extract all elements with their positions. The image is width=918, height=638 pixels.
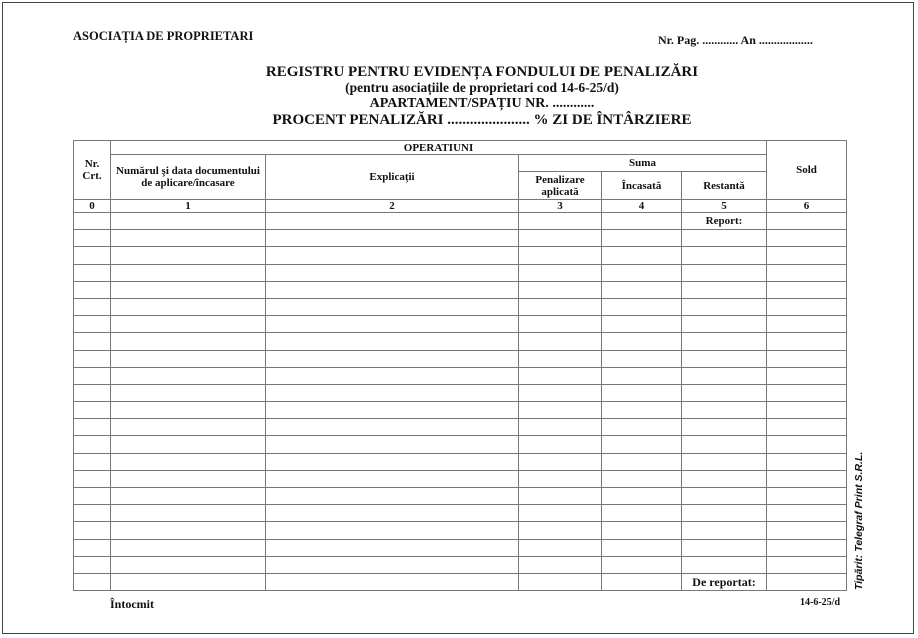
col-number: 6 [767,200,847,213]
entry-cell[interactable] [767,402,847,419]
entry-cell[interactable] [266,333,519,350]
entry-cell[interactable] [519,350,602,367]
entry-cell[interactable] [519,367,602,384]
table-row [74,505,847,522]
col-number: 2 [266,200,519,213]
table-row [74,470,847,487]
entry-cell[interactable] [767,316,847,333]
table-row [74,264,847,281]
entry-cell[interactable] [767,436,847,453]
entry-cell[interactable] [74,281,111,298]
entry-cell[interactable] [266,453,519,470]
entry-cell[interactable] [266,419,519,436]
entry-cell[interactable] [266,402,519,419]
entry-cell[interactable] [767,488,847,505]
entry-cell[interactable] [519,539,602,556]
entry-cell[interactable] [519,556,602,573]
entry-cell[interactable] [111,333,266,350]
entry-cell[interactable] [111,556,266,573]
table-row [74,298,847,315]
entry-cell[interactable] [682,367,767,384]
entry-cell[interactable] [74,419,111,436]
table-row [74,402,847,419]
entry-cell[interactable] [74,333,111,350]
entry-cell[interactable] [74,522,111,539]
entry-cell[interactable] [111,436,266,453]
entry-cell[interactable] [266,522,519,539]
entry-cell[interactable] [767,539,847,556]
table-row [74,539,847,556]
penalty-percent-field: PROCENT PENALIZĂRI ...................... % ZI DE ÎNTÂRZIERE [272,112,692,128]
entry-cell[interactable] [266,488,519,505]
entry-cell[interactable] [602,350,682,367]
entry-cell[interactable] [602,505,682,522]
entry-cell[interactable] [74,488,111,505]
entry-cell[interactable] [266,470,519,487]
entry-cell[interactable] [602,247,682,264]
entry-cell[interactable] [111,367,266,384]
entry-cell[interactable] [111,539,266,556]
entry-cell[interactable] [111,230,266,247]
entry-cell[interactable] [266,316,519,333]
table-row [74,281,847,298]
entry-cell[interactable] [74,350,111,367]
table-row [74,247,847,264]
entry-cell[interactable] [602,419,682,436]
report-label: Report: [682,213,767,230]
entry-cell[interactable] [111,522,266,539]
entry-cell[interactable] [602,539,682,556]
entry-cell[interactable] [519,436,602,453]
entry-cell[interactable] [266,281,519,298]
entry-cell[interactable] [111,247,266,264]
entry-cell[interactable] [111,316,266,333]
entry-cell[interactable] [682,230,767,247]
entry-cell[interactable] [682,316,767,333]
table-row [74,522,847,539]
carry-forward-value-cell[interactable] [767,573,847,590]
entry-cell[interactable] [74,453,111,470]
table-row [74,350,847,367]
col-number: 5 [682,200,767,213]
entry-cell[interactable] [767,281,847,298]
entry-cell[interactable] [682,539,767,556]
entry-cell[interactable] [111,505,266,522]
entry-cell[interactable] [111,470,266,487]
entry-cell[interactable] [74,539,111,556]
printer-credit: Tipărit: Telegraf Print S.R.L. [853,451,865,590]
entry-cell[interactable] [266,505,519,522]
register-subtitle: (pentru asociațiile de proprietari cod 14-6-25/d) [345,80,619,95]
entry-cell[interactable] [682,556,767,573]
entry-cell[interactable] [682,419,767,436]
outstanding-header: Restantă [682,172,767,200]
entry-cell[interactable] [111,419,266,436]
table-row [74,419,847,436]
entry-cell[interactable] [767,350,847,367]
entry-cell[interactable] [74,470,111,487]
entry-cell[interactable] [767,264,847,281]
entry-cell[interactable] [682,333,767,350]
entry-cell[interactable] [602,384,682,401]
entry-cell[interactable] [682,402,767,419]
entry-cell[interactable] [602,316,682,333]
entry-cell[interactable] [519,419,602,436]
entry-cell[interactable] [767,247,847,264]
entry-cell[interactable] [266,539,519,556]
entry-cell[interactable] [682,384,767,401]
entry-cell[interactable] [767,384,847,401]
entry-cell[interactable] [682,350,767,367]
col-number: 4 [602,200,682,213]
entry-cell[interactable] [266,367,519,384]
entry-cell[interactable] [111,350,266,367]
entry-cell[interactable] [602,333,682,350]
entry-cell[interactable] [602,264,682,281]
entry-cell[interactable] [602,298,682,315]
entry-cell[interactable] [602,522,682,539]
carry-forward-row [74,573,847,590]
entry-cell[interactable] [266,436,519,453]
balance-header: Sold [767,141,847,200]
entry-cell[interactable] [767,522,847,539]
entry-cell[interactable] [111,453,266,470]
entry-cell[interactable] [519,316,602,333]
entry-cell[interactable] [519,522,602,539]
entry-cell[interactable] [602,436,682,453]
col-number: 3 [519,200,602,213]
table-row [74,488,847,505]
entry-cell[interactable] [682,281,767,298]
page-number-field: Nr. Pag. ............ An .................. [658,33,813,47]
association-label: ASOCIAȚIA DE PROPRIETARI [73,29,254,43]
prepared-by-label: Întocmit [110,597,154,611]
carry-forward-label: De reportat: [682,573,767,590]
entry-cell[interactable] [74,384,111,401]
nr-crt-header: Nr. Crt. [74,141,111,200]
table-row [74,230,847,247]
entry-cell[interactable] [111,298,266,315]
apartment-field: APARTAMENT/SPAȚIU NR. ............ [369,96,595,111]
entry-cell[interactable] [519,298,602,315]
entry-cell[interactable] [519,384,602,401]
entry-cell[interactable] [682,264,767,281]
entry-cell[interactable] [767,505,847,522]
table-row [74,384,847,401]
entry-cell[interactable] [767,230,847,247]
col-number: 1 [111,200,266,213]
form-code: 14-6-25/d [800,597,840,608]
entry-cell[interactable] [682,522,767,539]
entry-cell[interactable] [74,298,111,315]
table-row [74,436,847,453]
entry-cell[interactable] [74,367,111,384]
register-title: REGISTRU PENTRU EVIDENȚA FONDULUI DE PENALIZĂRI [265,64,699,80]
penalty-applied-header: Penalizare aplicată [519,172,602,200]
entry-cell[interactable] [519,470,602,487]
entry-cell[interactable] [682,436,767,453]
sum-header: Suma [519,155,767,172]
entry-cell[interactable] [682,488,767,505]
entry-cell[interactable] [519,281,602,298]
entry-cell[interactable] [111,264,266,281]
entry-cell[interactable] [519,247,602,264]
register-table [73,140,847,591]
table-row [74,333,847,350]
operations-header: OPERATIUNI [111,141,767,155]
entry-cell[interactable] [519,488,602,505]
entry-cell[interactable] [111,384,266,401]
entry-cell[interactable] [682,453,767,470]
entry-cell[interactable] [74,264,111,281]
entry-cell[interactable] [767,367,847,384]
entry-cell[interactable] [682,505,767,522]
entry-cell[interactable] [602,230,682,247]
entry-cell[interactable] [682,247,767,264]
entry-cell[interactable] [74,316,111,333]
table-row [74,556,847,573]
table-row [74,453,847,470]
entry-cell[interactable] [519,264,602,281]
entry-cell[interactable] [767,453,847,470]
entry-cell[interactable] [519,505,602,522]
entry-cell[interactable] [602,488,682,505]
entry-cell[interactable] [111,488,266,505]
entry-cell[interactable] [74,402,111,419]
entry-cell[interactable] [767,298,847,315]
entry-cell[interactable] [519,402,602,419]
entry-cell[interactable] [682,298,767,315]
table-row [74,367,847,384]
entry-cell[interactable] [266,264,519,281]
col-number: 0 [74,200,111,213]
entry-cell[interactable] [602,453,682,470]
explanations-header: Explicații [266,155,519,200]
table-row [74,316,847,333]
entry-cell[interactable] [266,556,519,573]
entry-cell[interactable] [519,453,602,470]
entry-cell[interactable] [602,367,682,384]
entry-cell[interactable] [682,470,767,487]
entry-cell[interactable] [767,470,847,487]
collected-header: Încasată [602,172,682,200]
entry-cell[interactable] [767,333,847,350]
entry-cell[interactable] [74,505,111,522]
entry-cell[interactable] [111,281,266,298]
entry-cell[interactable] [266,298,519,315]
report-value-cell[interactable] [767,213,847,230]
entry-cell[interactable] [602,281,682,298]
title-block [232,64,732,128]
entry-cell[interactable] [519,230,602,247]
entry-cell[interactable] [767,556,847,573]
entry-cell[interactable] [602,470,682,487]
entry-cell[interactable] [266,384,519,401]
entry-cell[interactable] [602,402,682,419]
entry-cell[interactable] [74,247,111,264]
entry-cell[interactable] [266,350,519,367]
entry-cell[interactable] [74,230,111,247]
entry-cell[interactable] [602,556,682,573]
entry-cell[interactable] [767,419,847,436]
entry-cell[interactable] [519,333,602,350]
entry-cell[interactable] [74,436,111,453]
report-row [74,213,847,230]
entry-cell[interactable] [111,402,266,419]
entry-cell[interactable] [74,556,111,573]
entry-cell[interactable] [266,230,519,247]
document-header: Numărul şi data documentului de aplicare/încasare [111,155,266,200]
entry-cell[interactable] [266,247,519,264]
column-number-row [74,200,847,213]
